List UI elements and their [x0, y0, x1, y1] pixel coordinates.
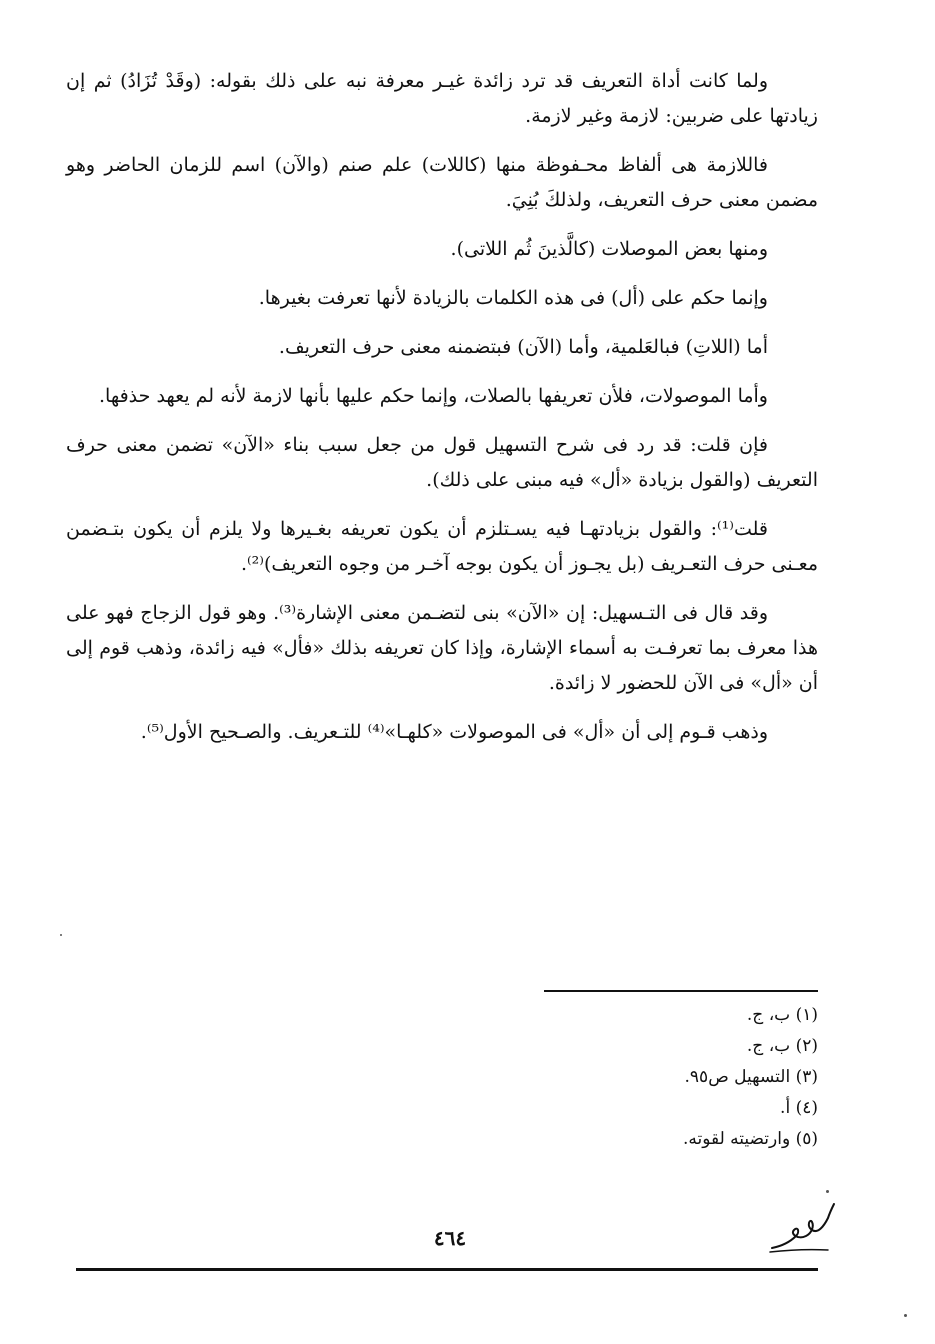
- paragraph-10: وذهب قـوم إلى أن «أل» فى الموصولات «كلهـا»⁽⁴⁾ للتـعريف. والصـحيح الأول⁽⁵⁾.: [140, 721, 768, 743]
- paragraph-7: فإن قلت: قد رد فى شرح التسهيل قول من جعل سبب بناء «الآن» تضمن معنى حرف التعريف (والقول بزيادة «أل» فيه مبنى على ذلك).: [66, 434, 818, 491]
- page-bottom-rule: [76, 1268, 818, 1271]
- paragraph-3: ومنها بعض الموصلات (كالَّذينَ ثُم اللاتى).: [450, 238, 768, 260]
- scan-speck: [60, 934, 62, 936]
- footnote-4: (٤) أ.: [780, 1098, 818, 1118]
- handwritten-signature-icon: [768, 1196, 838, 1256]
- footnote-1: (١) ب، ج.: [746, 1005, 818, 1025]
- paragraph-4: وإنما حكم على (أل) فى هذه الكلمات بالزيادة لأنها تعرفت بغيرها.: [258, 287, 768, 309]
- paragraph-6: وأما الموصولات، فلأن تعريفها بالصلات، وإنما حكم عليها بأنها لازمة لأنه لم يعهد حذفها.: [99, 385, 768, 407]
- paragraph-5: أما (اللاتِ) فبالعَلمية، وأما (الآن) فبتضمنه معنى حرف التعريف.: [278, 336, 768, 358]
- footnote-5: (٥) وارتضيته لقوته.: [682, 1129, 818, 1149]
- main-text: [66, 64, 818, 764]
- paragraph-9: وقد قال فى التـسهيل: إن «الآن» بنى لتضـمن معنى الإشارة⁽³⁾. وهو قول الزجاج فهو على هذا معرف بما تعرفـت به أسماء الإشارة، وإذا كان تعريفه بذلك «فأل» فيه زائدة، وذهب قوم إلى أن «أل» فى الآن للحضور لا زائدة.: [66, 602, 818, 694]
- scan-speck: [904, 1314, 907, 1317]
- footnotes: [466, 1000, 818, 1155]
- paragraph-8: قلت⁽¹⁾: والقول بزيادتهـا فيه يسـتلزم أن يكون تعريفه بغـيرها ولا يلزم أن يكون بتـضمن معـنى حرف التعـريف (بل يجـوز أن يكون بوجه آخـر من وجوه التعريف)⁽²⁾.: [66, 518, 818, 575]
- footnote-2: (٢) ب، ج.: [746, 1036, 818, 1056]
- footnote-divider: [544, 990, 818, 992]
- paragraph-1: ولما كانت أداة التعريف قد ترد زائدة غيـر معرفة نبه على ذلك بقوله: (وقَدْ تُزَادُ) ثم إن زيادتها على ضربين: لازمة وغير لازمة.: [66, 70, 818, 127]
- paragraph-2: فاللازمة هى ألفاظ محـفوظة منها (كاللات) علم صنم (والآن) اسم للزمان الحاضر وهو مضمن معنى حرف التعريف، ولذلكَ بُنِيَ.: [66, 154, 818, 211]
- scan-speck: [826, 1190, 829, 1193]
- page-number: ٤٦٤: [433, 1226, 467, 1250]
- footnote-3: (٣) التسهيل ص٩٥.: [684, 1067, 818, 1087]
